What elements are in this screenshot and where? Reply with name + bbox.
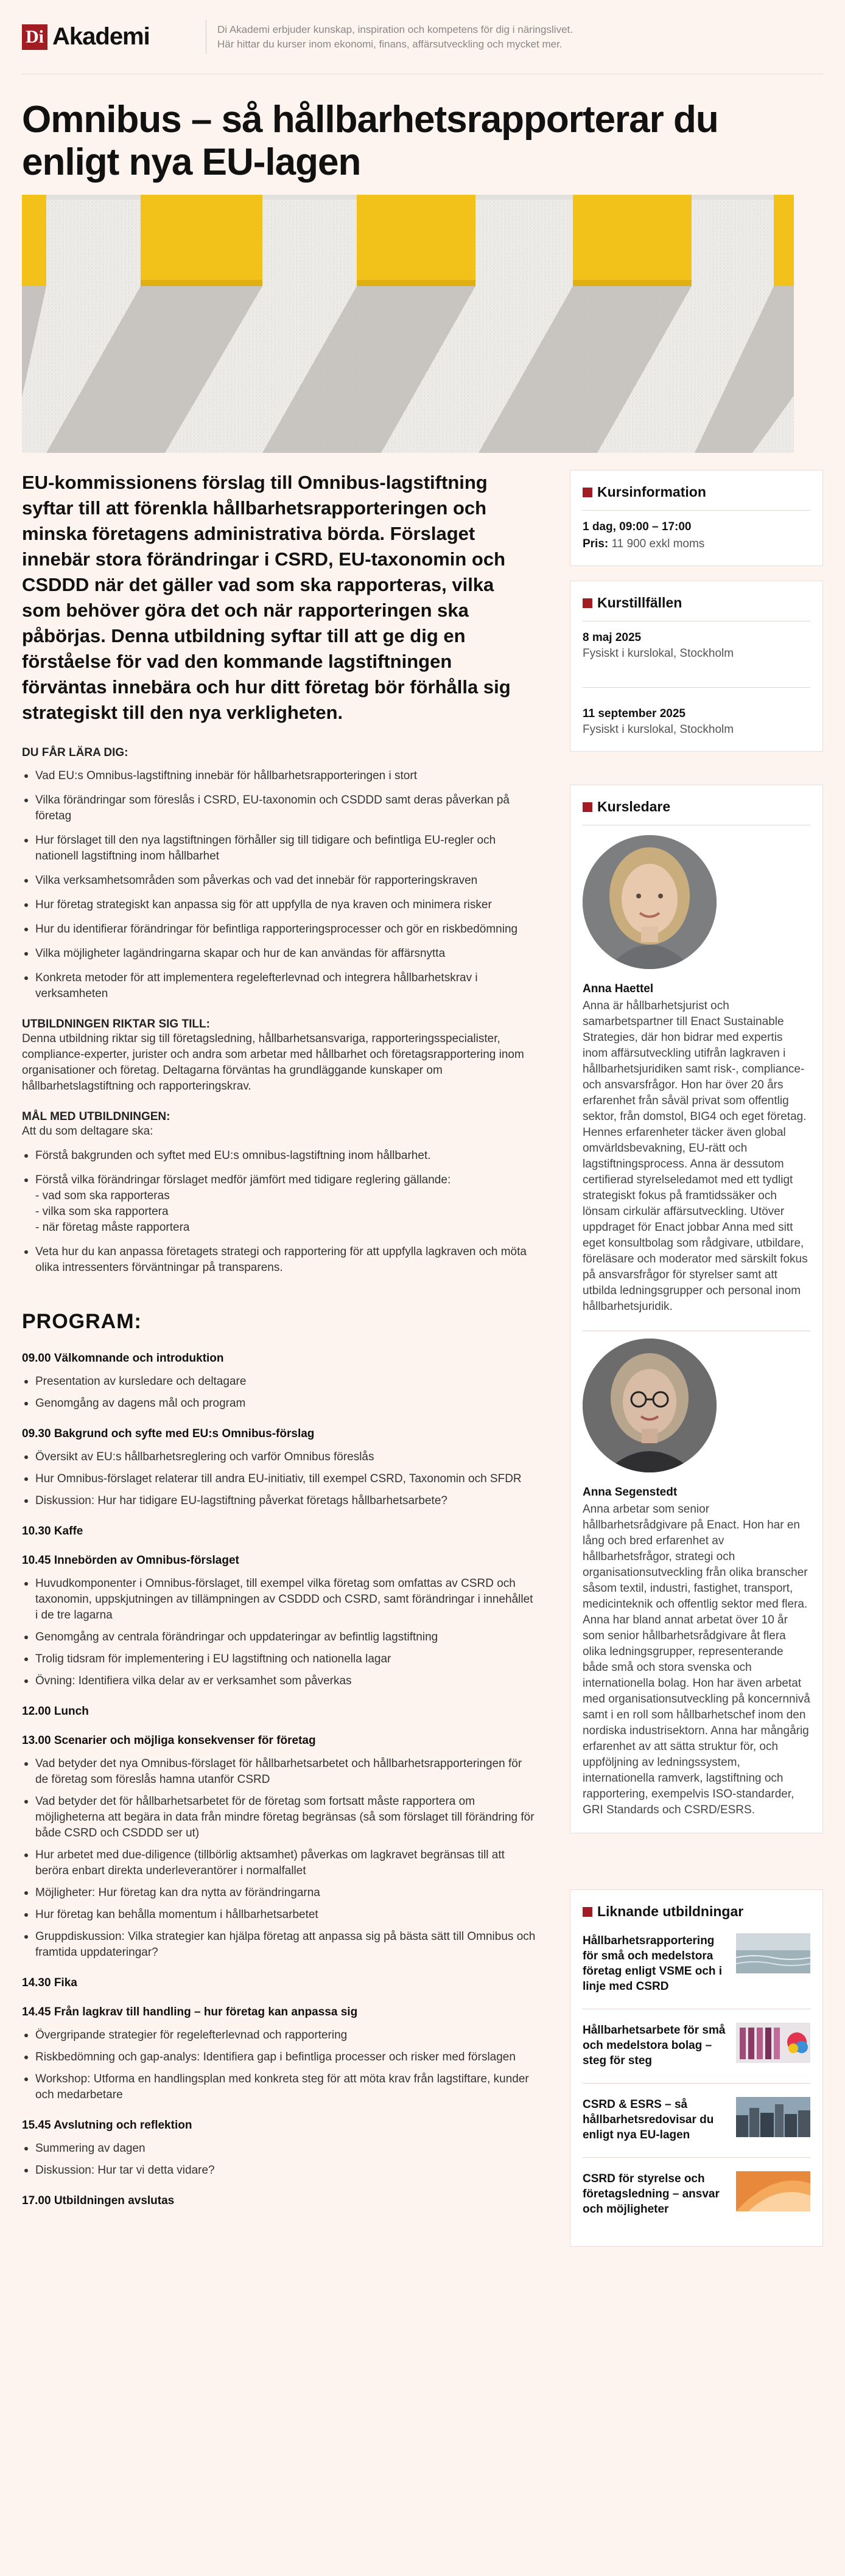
list-item: Vad betyder det nya Omnibus-förslaget för hållbarhetsarbetet och hållbarhetsrapporteringen för de företag som föreslås hamna utanför CSRD [22,1756,537,1788]
program-heading: PROGRAM: [22,1310,142,1333]
list-item: Riskbedömning och gap-analys: Identifiera gap i befintliga processer och risker med förslagen [22,2049,537,2065]
program-slot-title: 14.45 Från lagkrav till handling – hur företag kan anpassa sig [22,2006,358,2018]
di-akademi-logo[interactable] [22,23,206,51]
hero-yellow-stripes-illustration [22,195,794,453]
program-slot-title: 13.00 Scenarier och möjliga konsekvenser för företag [22,1734,316,1747]
lead-paragraph: EU-kommissionens förslag till Omnibus-lagstiftning syftar till att förenkla hållbarhetsrapporteringen och minska företagens administrativa börda. Förslaget innebär stora förändringar i CSRD, EU-taxonomin och CSDDD när det gäller vad som ska rapporteras, vilka som behöver göra det och när rapporteringen ska påbörjas. Denna utbildning syftar till att ge dig en förståelse för vad den kommande lagstiftningen förväntas innebära och hur ditt företag bör förhålla sig strategiskt till den nya verkligheten. [22,472,511,723]
list-item: Hur företag kan behålla momentum i hållbarhetsarbetet [22,1907,537,1923]
occasion-place: Fysiskt i kurslokal, Stockholm [582,647,734,660]
list-item: Övning: Identifiera vilka delar av er verksamhet som påverkas [22,1673,537,1689]
thumbnail-orange-abstract-icon [736,2171,810,2211]
program-slot-list [22,1576,537,1689]
similar-course-title: CSRD för styrelse och företagsledning – ansvar och möjligheter [582,2172,720,2216]
course-thumbnail [736,1933,810,1973]
list-item: Hur förslaget till den nya lagstiftningen förhåller sig till tidigare och befintliga EU-regler och nationell lagstiftning inom hållbarhet [22,833,537,864]
list-item: Genomgång av centrala förändringar och uppdateringar av befintlig lagstiftning [22,1629,537,1645]
course-thumbnail [736,2097,810,2137]
similar-course-link[interactable] [583,2009,810,2084]
list-item: Vilka möjligheter lagändringarna skapar och hur de kan användas för affärsnytta [22,946,537,962]
hero-image [22,195,794,453]
list-item: Genomgång av dagens mål och program [22,1396,537,1412]
list-item: Vilka förändringar som föreslås i CSRD, EU-taxonomin och CSDDD samt deras påverkan på företag [22,793,537,824]
course-thumbnail [736,2023,810,2063]
similar-course-link[interactable] [583,2084,810,2158]
list-item: Vilka verksamhetsområden som påverkas och vad det innebär för rapporteringskraven [22,873,537,889]
portrait-anna-segenstedt [583,1339,717,1472]
occasion-item[interactable] [583,631,810,660]
goals-heading: MÅL MED UTBILDNINGEN: [22,1110,170,1123]
list-item: Gruppdiskussion: Vilka strategier kan hjälpa företag att anpassa sig på bästa sätt till Omnibus och framtida uppdateringar? [22,1929,537,1961]
leader-name: Anna Segenstedt [582,1486,678,1499]
similar-courses-card [570,1889,823,2247]
program-slot-list [22,2028,537,2103]
program-slot-title: 10.30 Kaffe [22,1525,83,1538]
goal-text: Förstå vilka förändringar förslaget medför jämfört med tidigare reglering gällande: [35,1174,451,1186]
thumbnail-colorful-blocks-icon [736,2023,810,2063]
program-slot-title: 12.00 Lunch [22,1705,89,1718]
program-slot-title: 09.30 Bakgrund och syfte med EU:s Omnibus-förslag [22,1427,315,1440]
course-description [22,470,537,2261]
list-item: Hur företag strategiskt kan anpassa sig för att uppfylla de nya kraven och minimera risker [22,897,537,913]
list-item: Möjligheter: Hur företag kan dra nytta av förändringarna [22,1885,537,1901]
occasion-date: 11 september 2025 [582,707,685,720]
logo-wordmark: Akademi [52,23,150,50]
divider [583,510,810,511]
occasions-card [570,581,823,752]
similar-course-link[interactable] [583,2158,810,2231]
divider [583,687,810,688]
list-item: Övergripande strategier för regelefterlevnad och rapportering [22,2028,537,2043]
program-slot-list [22,1756,537,1961]
course-thumbnail [736,2171,810,2211]
leader-bio: Anna arbetar som senior hållbarhetsrådgivare på Enact. Hon har en lång och bred erfarenhet av hållbarhetsfrågor, strategi och organisationsutveckling från olika branscher såsom textil, industri, fastighet, transport, medicinteknik och offentlig sektor med flera. Anna har bland annat arbetat över 10 år som senior hållbarhetsrådgivare åt flera olika ledningsgrupper, representerande både små och stora svenska och internationella bolag. Hon har även arbetat med organisationsutveckling på koncernnivå samt i en roll som hållbarhetschef inom den nordiska industrisektorn. Anna har mångårig erfarenhet av att sätta struktur för, och uppföljning av ledningssystem, internationella ramverk, lagstiftning och rapportering, exempelvis ISO-standarder, GRI Standards och CSRD/ESRS. [582,1503,810,1816]
occasion-date: 8 maj 2025 [582,631,642,644]
list-item: Hur Omnibus-förslaget relaterar till andra EU-initiativ, till exempel CSRD, Taxonomin och SFDR [22,1471,537,1487]
course-leaders-heading: Kursledare [583,799,810,815]
program-slot-title: 09.00 Välkomnande och introduktion [22,1352,224,1365]
target-text: Denna utbildning riktar sig till företagsledning, hållbarhetsansvariga, rapporteringsspecialister, compliance-experter, jurister och andra som arbetar med hållbarhet och företagsrapportering inom organisationer och företag. Deltagarna förväntas ha grundläggande kunskaper om hållbarhetslagstiftning och rapporteringskrav. [22,1032,524,1093]
list-item: Trolig tidsram för implementering i EU lagstiftning och nationella lagar [22,1651,537,1667]
occasion-item[interactable] [583,707,810,737]
program-slot-title: 15.45 Avslutning och reflektion [22,2119,192,2132]
similar-courses-heading: Liknande utbildningar [583,1903,810,1920]
list-item: Diskussion: Hur tar vi detta vidare? [22,2163,537,2179]
target-heading: UTBILDNINGEN RIKTAR SIG TILL: [22,1018,210,1031]
thumbnail-water-icon [736,1933,810,1973]
occasions-heading: Kurstillfällen [583,595,810,611]
thumbnail-city-icon [736,2097,810,2137]
price-value: 11 900 exkl moms [611,537,705,550]
tagline-line-2: Här hittar du kurser inom ekonomi, finans, affärsutveckling och mycket mer. [217,38,563,50]
learn-list [22,768,537,1002]
logo-di-mark: Di [22,24,47,50]
course-info-card [570,470,823,566]
portrait-anna-haettel [583,835,717,969]
avatar [583,835,717,969]
site-header [22,0,823,74]
goals-intro: Att du som deltagare ska: [22,1125,153,1138]
tagline-line-1: Di Akademi erbjuder kunskap, inspiration och kompetens för dig i näringslivet. [217,23,573,35]
list-item: Hur arbetet med due-diligence (tillbörlig aktsamhet) påverkas om lagkravet begränsas till att beröra enbart direkta underleverantörer i normalfallet [22,1847,537,1879]
similar-course-link[interactable] [583,1920,810,2009]
header-tagline [217,23,573,52]
list-item: Veta hur du kan anpassa företagets strategi och rapportering för att uppfylla lagkraven och möta olika intressenters förväntningar på transparens. [22,1244,537,1276]
similar-course-title: Hållbarhetsarbete för små och medelstora bolag – steg för steg [582,2024,726,2067]
goal-subline: - vad som ska rapporteras [35,1189,170,1202]
program-slot-list [22,1449,537,1509]
occasion-place: Fysiskt i kurslokal, Stockholm [582,723,734,736]
program-slot-title: 10.45 Innebörden av Omnibus-förslaget [22,1554,239,1567]
list-item: Summering av dagen [22,2141,537,2157]
goal-subline: - vilka som ska rapportera [35,1205,169,1218]
list-item: Huvudkomponenter i Omnibus-förslaget, till exempel vilka företag som omfattas av CSRD och taxonomin, uppskjutningen av tillämpningen av CSDDD och CSRD, samt förändringar i innehållet i de tre lagarna [22,1576,537,1623]
program-slot-title: 14.30 Fika [22,1976,77,1989]
program-slot-list [22,1374,537,1412]
price-label: Pris: [582,537,609,550]
list-item: Konkreta metoder för att implementera regelefterlevnad och integrera hållbarhetskrav i verksamheten [22,970,537,1002]
leader-bio: Anna är hållbarhetsjurist och samarbetspartner till Enact Sustainable Strategies, där hon bidrar med expertis inom affärsutveckling utifrån lagkraven i hållbarhetsjuridiken samt risk-, compliance- och ansvarsfrågor. Hon har över 20 års erfarenhet från såväl privat som offentlig sektor, från domstol, BIG4 och eget företag. Hennes erfarenheter täcker även global omvärldsbevakning, EU-rätt och lagstiftningsprocess. Anna är dessutom certifierad styrelseledamot med ett tydligt strategiskt fokus på framtidssäker och lönsam cirkulär affärsutveckling. Utöver uppdraget för Enact jobbar Anna med sitt eget konsultbolag som rådgivare, utbildare, föreläsare och moderator med särskilt fokus på ansvarsfrågor för styrelser samt att utbilda ledningsgrupper och personal inom hållbarhetsjuridik. [582,999,808,1313]
course-leaders-card [570,785,823,1833]
list-item: Diskussion: Hur har tidigare EU-lagstiftning påverkat företags hållbarhetsarbete? [22,1493,537,1509]
course-info-heading: Kursinformation [583,484,810,500]
list-item: Workshop: Utforma en handlingsplan med konkreta steg för att möta krav från lagstiftare, kunder och medarbetare [22,2071,537,2103]
similar-course-title: Hållbarhetsrapportering för små och medelstora företag enligt VSME och i linje med CSRD [582,1934,723,1993]
list-item: Vad betyder det för hållbarhetsarbetet för de företag som fortsatt måste rapportera om möjligheterna att begära in data från mindre företag begränsas (så som förslaget till förändring för både CSRD och CSDDD ser ut) [22,1794,537,1841]
list-item: Förstå bakgrunden och syftet med EU:s omnibus-lagstiftning inom hållbarhet. [22,1148,537,1164]
avatar [583,1339,717,1472]
similar-course-title: CSRD & ESRS – så hållbarhetsredovisar du enligt nya EU-lagen [582,2098,714,2141]
list-item [22,1172,537,1236]
goal-subline: - när företag måste rapportera [35,1221,190,1234]
list-item: Presentation av kursledare och deltagare [22,1374,537,1390]
page-title: Omnibus – så hållbarhetsrapporterar du enligt nya EU-lagen [22,99,718,183]
program-slot-title: 17.00 Utbildningen avslutas [22,2194,175,2207]
learn-heading: DU FÅR LÄRA DIG: [22,746,128,759]
list-item: Vad EU:s Omnibus-lagstiftning innebär för hållbarhetsrapporteringen i stort [22,768,537,784]
sidebar [570,470,823,2261]
program-slot-list [22,2141,537,2179]
course-price [583,537,810,551]
list-item: Hur du identifierar förändringar för befintliga rapporteringsprocesser och gör en riskbedömning [22,922,537,937]
course-duration: 1 dag, 09:00 – 17:00 [582,520,692,533]
list-item: Översikt av EU:s hållbarhetsreglering och varför Omnibus föreslås [22,1449,537,1465]
leader-name: Anna Haettel [582,982,654,995]
goals-list [22,1148,537,1276]
